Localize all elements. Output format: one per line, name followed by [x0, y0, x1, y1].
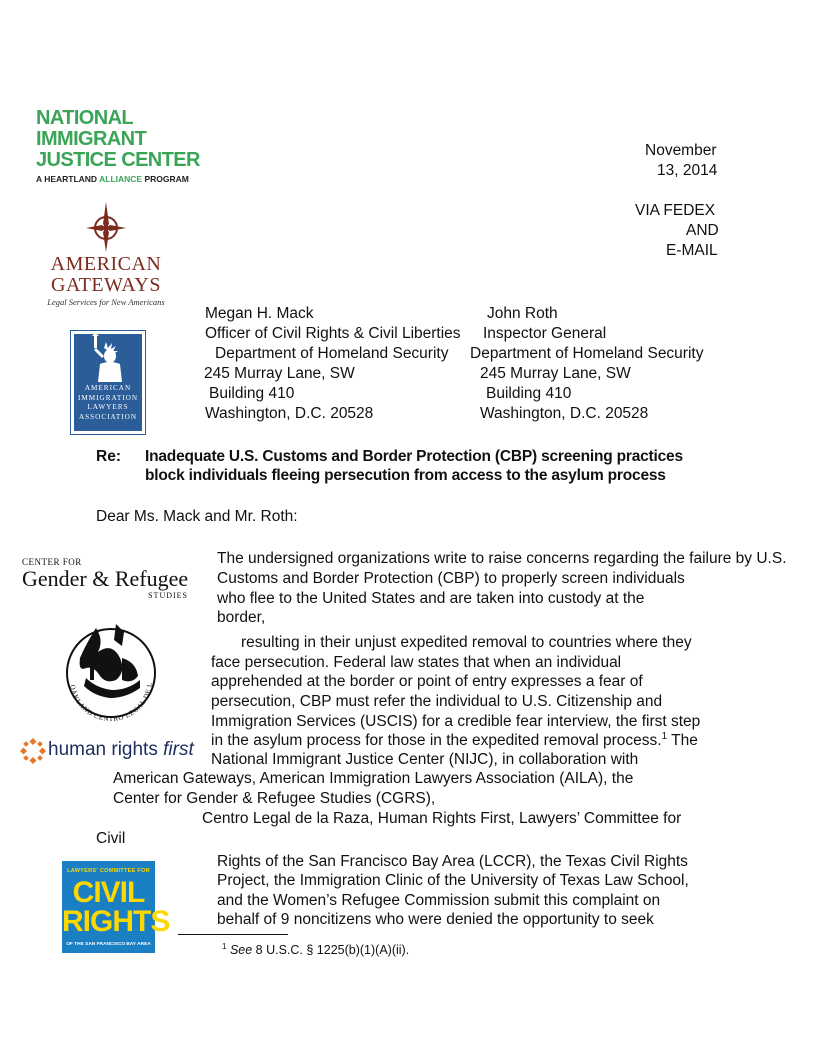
- cgrs-line1: CENTER FOR: [22, 557, 82, 567]
- date-line1: November: [645, 142, 717, 159]
- aila-line2: IMMIGRATION: [77, 393, 139, 402]
- recipient-right-dept: Department of Homeland Security: [470, 345, 704, 362]
- body-line: The undersigned organizations write to raise concerns regarding the failure by U.S.: [217, 550, 787, 567]
- footnote-ref[interactable]: 1: [661, 730, 668, 742]
- body-line: behalf of 9 noncitizens who were denied the opportunity to seek: [217, 911, 654, 928]
- cgrs-line2: Gender & Refugee: [22, 566, 189, 591]
- delivery-line2: AND: [686, 222, 719, 239]
- body-line: Center for Gender & Refugee Studies (CGRS),: [113, 790, 436, 807]
- body-line: National Immigrant Justice Center (NIJC), in collaboration with: [211, 751, 639, 768]
- hrf-word1: human rights: [48, 739, 164, 760]
- subject-line2: block individuals fleeing persecution from access to the asylum process: [145, 467, 666, 484]
- date-line2: 13, 2014: [657, 162, 718, 179]
- human-rights-first-logo: [20, 738, 210, 764]
- aila-logo: [70, 330, 146, 435]
- body-line: Immigration Services (USCIS) for a credible fear interview, the first step: [211, 713, 701, 730]
- footnote: [222, 943, 409, 958]
- subject-label: Re:: [96, 448, 121, 465]
- nijc-logo-line2: IMMIGRANT: [36, 128, 147, 150]
- body-line: Project, the Immigration Clinic of the University of Texas Law School,: [217, 872, 689, 889]
- body-line: who flee to the United States and are taken into custody at the: [217, 590, 645, 607]
- centro-legal-ring-text: OAKLAND CENTRO LEGAL DE L: [68, 681, 154, 724]
- recipient-right-building: Building 410: [486, 385, 572, 402]
- footnote-see: See: [229, 943, 253, 957]
- statue-of-liberty-icon: [74, 334, 144, 382]
- nijc-logo-subtitle: A HEARTLAND ALLIANCE PROGRAM: [36, 174, 189, 184]
- body-line: Civil: [96, 830, 126, 847]
- body-line: face persecution. Federal law states that when an individual: [211, 654, 622, 671]
- recipient-right-title: Inspector General: [483, 325, 607, 342]
- body-line: persecution, CBP must refer the individual to U.S. Citizenship and: [211, 693, 663, 710]
- footnote-number: 1: [222, 941, 227, 951]
- body-line: Centro Legal de la Raza, Human Rights First, Lawyers’ Committee for: [202, 810, 682, 827]
- recipient-left-street: 245 Murray Lane, SW: [204, 365, 355, 382]
- recipient-left-building: Building 410: [209, 385, 295, 402]
- delivery-line1: VIA FEDEX: [635, 202, 716, 219]
- body-line-tail: The: [667, 732, 698, 749]
- centro-legal-logo: [56, 618, 166, 728]
- body-line-with-footnote: [211, 731, 698, 751]
- salutation: Dear Ms. Mack and Mr. Roth:: [96, 508, 298, 525]
- recipient-right-name: John Roth: [487, 305, 558, 322]
- recipient-left-dept: Department of Homeland Security: [215, 345, 449, 362]
- aila-line3: LAWYERS: [87, 403, 129, 411]
- body-line: American Gateways, American Immigration Lawyers Association (AILA), the: [113, 770, 634, 787]
- body-line: resulting in their unjust expedited removal to countries where they: [241, 634, 692, 651]
- nijc-logo-line3: JUSTICE CENTER: [36, 149, 200, 171]
- lccr-line3: RIGHTS: [62, 905, 170, 938]
- cgrs-logo: [22, 557, 202, 600]
- cgrs-line3: STUDIES: [148, 591, 188, 600]
- american-gateways-logo: [36, 200, 176, 307]
- lccr-logo: [62, 861, 170, 953]
- recipient-right-street: 245 Murray Lane, SW: [480, 365, 631, 382]
- aila-line1: AMERICAN: [84, 384, 132, 392]
- body-line: border,: [217, 609, 266, 626]
- nijc-logo-line1: NATIONAL: [36, 107, 134, 129]
- lccr-line4: OF THE SAN FRANCISCO BAY AREA: [66, 942, 151, 947]
- american-gateways-line1: AMERICAN: [50, 253, 162, 275]
- recipient-right-city: Washington, D.C. 20528: [480, 405, 649, 422]
- body-line: and the Women’s Refugee Commission submit this complaint on: [217, 892, 661, 909]
- subject-line1: Inadequate U.S. Customs and Border Protection (CBP) screening practices: [145, 448, 683, 465]
- recipient-left-city: Washington, D.C. 20528: [205, 405, 374, 422]
- centro-legal-emblem-icon: [56, 618, 166, 728]
- body-line-text: in the asylum process for those in the expedited removal process.: [211, 732, 662, 749]
- body-line: Customs and Border Protection (CBP) to properly screen individuals: [217, 570, 685, 587]
- delivery-line3: E-MAIL: [666, 242, 718, 259]
- recipient-left-name: Megan H. Mack: [205, 305, 314, 322]
- lccr-line2: CIVIL: [72, 876, 145, 909]
- compass-rose-icon: [84, 200, 128, 252]
- recipient-left-title: Officer of Civil Rights & Civil Liberties: [205, 325, 461, 342]
- american-gateways-tagline: Legal Services for New Americans: [47, 297, 165, 307]
- hrf-diamond-icon: [20, 738, 46, 764]
- body-line: apprehended at the border or point of entry expresses a fear of: [211, 673, 643, 690]
- nijc-logo: [36, 108, 206, 184]
- lccr-line1: LAWYERS' COMMITTEE FOR: [67, 868, 150, 874]
- american-gateways-line2: GATEWAYS: [51, 274, 161, 296]
- body-line: Rights of the San Francisco Bay Area (LCCR), the Texas Civil Rights: [217, 853, 688, 870]
- footnote-separator: [178, 934, 288, 935]
- aila-line4: ASSOCIATION: [78, 412, 138, 421]
- hrf-word2: first: [163, 739, 194, 760]
- footnote-text: 8 U.S.C. § 1225(b)(1)(A)(ii).: [252, 943, 410, 957]
